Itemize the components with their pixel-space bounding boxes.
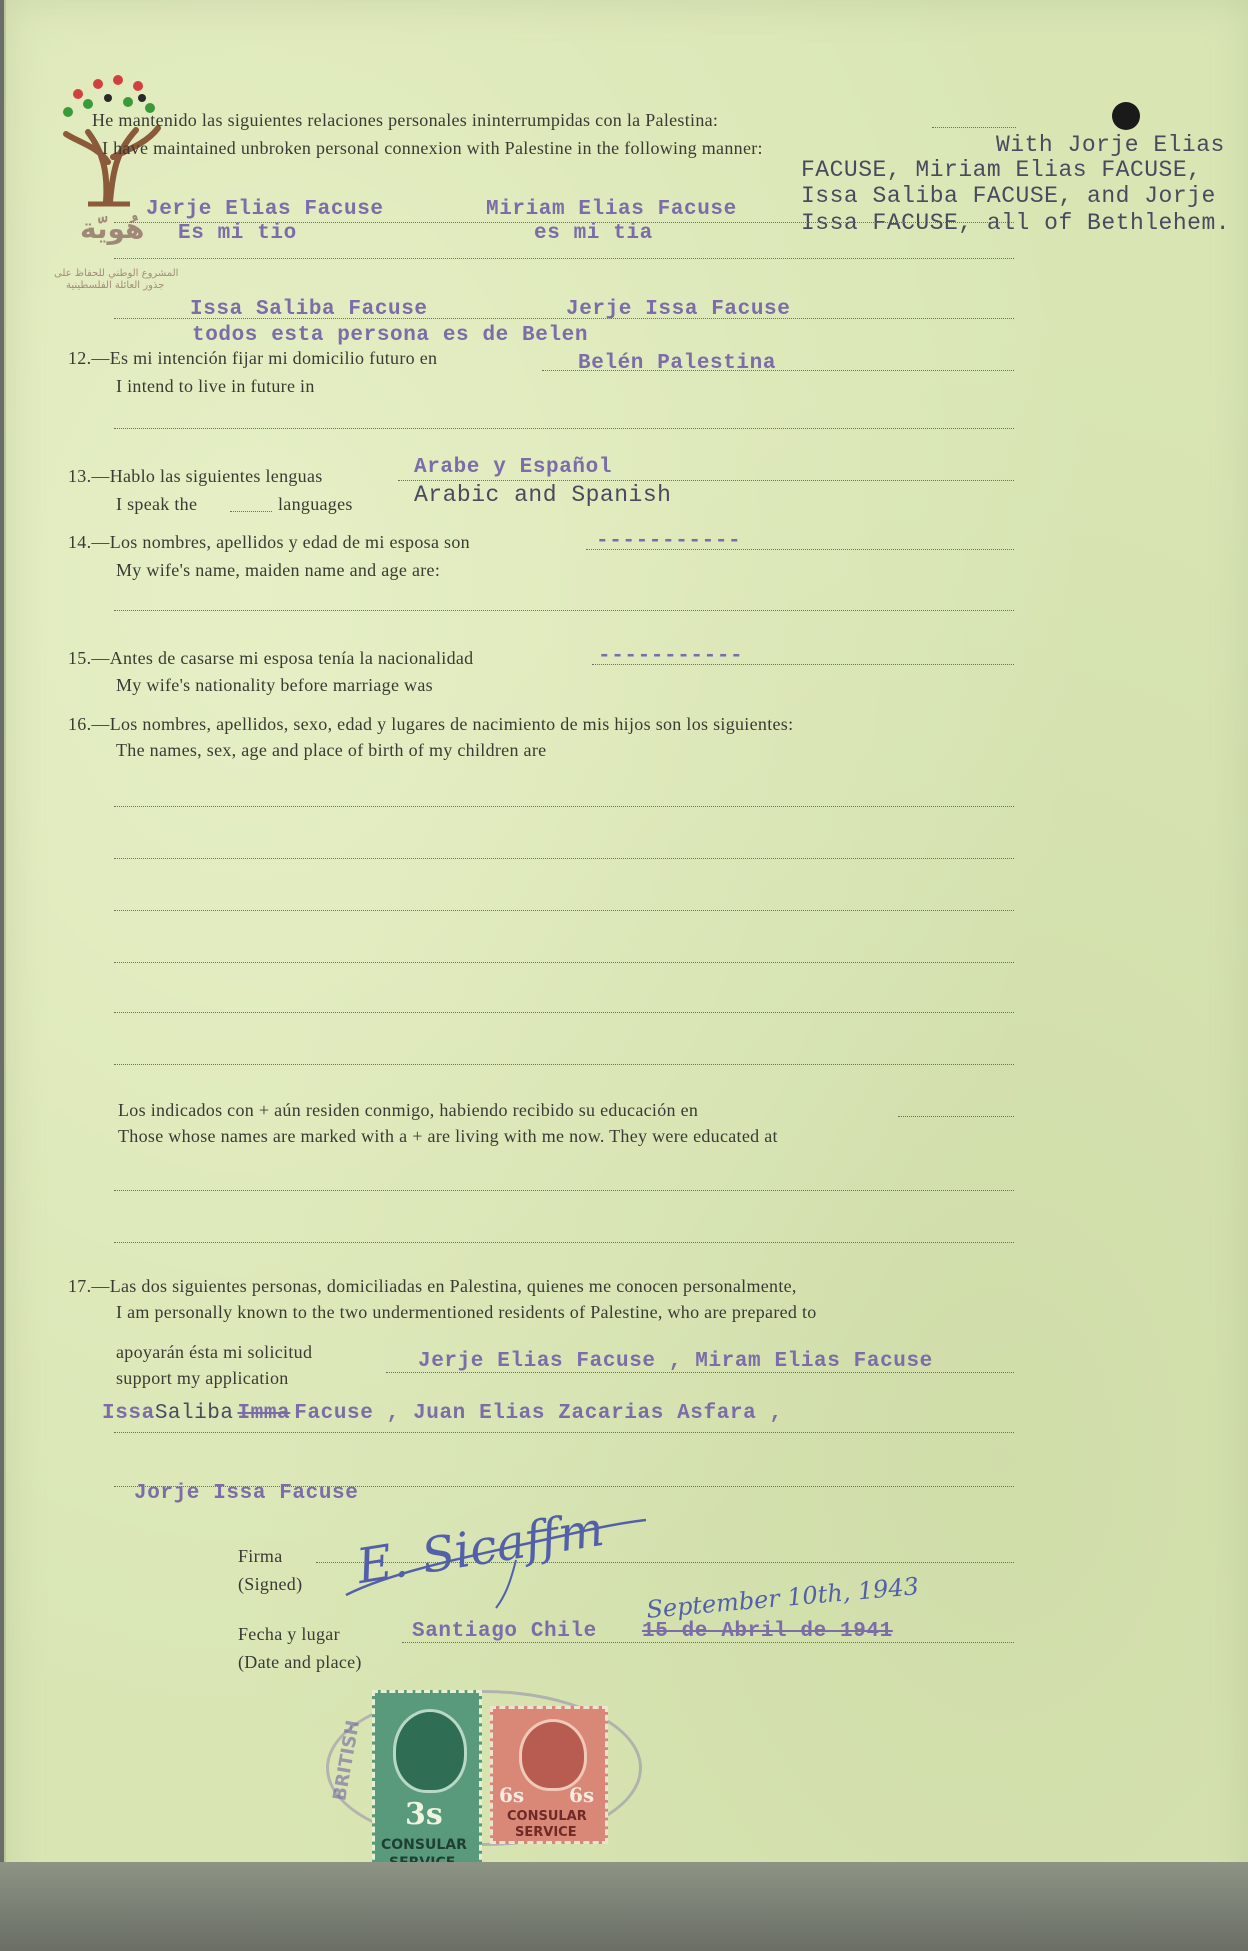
item13-english-b: languages (278, 494, 353, 514)
item11-english-text: I have maintained unbroken personal connexion with Palestine in the following manner: (102, 138, 763, 158)
stamp-label-right-1: CONSULAR (507, 1809, 587, 1824)
consular-stamp-3s (372, 1690, 482, 1878)
logo-caption-line-1: المشروع الوطني للحفاظ على (54, 268, 179, 279)
item13-line (398, 480, 1014, 481)
item12-english-text: I intend to live in future in (116, 376, 315, 396)
item16-line-2 (114, 858, 1014, 859)
item13-typed-spanish: Arabe y Español (414, 456, 613, 479)
item17-typed-line-3: Jorje Issa Facuse (134, 1482, 359, 1505)
logo-caption-line-2: جذور العائلة الفلسطينية (66, 280, 165, 291)
item15-english-text: My wife's nationality before marriage was (116, 675, 433, 695)
item11-typed-english-3: Issa Saliba FACUSE, and Jorje (801, 183, 1216, 209)
item17-english-text-2: support my application (116, 1368, 289, 1388)
date-handwritten: September 10th, 1943 (645, 1572, 920, 1624)
item14-line-2 (114, 610, 1014, 611)
item17-spanish-text: 17.—Las dos siguientes personas, domiciliadas en Palestina, quienes me conocen personalmente, (68, 1276, 797, 1296)
item11-typed-spanish-2a: Es mi tio (178, 222, 297, 245)
item16-marked-spanish: Los indicados con + aún residen conmigo, habiendo recibido su educación en (118, 1100, 699, 1120)
signature: E. Sicaffm (353, 1500, 608, 1596)
item13-typed-english: Arabic and Spanish (414, 482, 672, 508)
item17-line-2 (114, 1432, 1014, 1433)
item17-english-text: I am personally known to the two undermentioned residents of Palestine, who are prepared to (116, 1302, 817, 1322)
stamp-label-left-1: CONSULAR (381, 1837, 467, 1853)
item11-typed-english-1: With Jorje Elias (996, 132, 1225, 158)
scan-background-edge (0, 1862, 1248, 1951)
item16-line-4 (114, 962, 1014, 963)
item17-spanish-text-2: apoyarán ésta mi solicitud (116, 1342, 313, 1362)
item11-typed-spanish-3a: Issa Saliba Facuse (190, 298, 428, 321)
item17-line-3 (114, 1486, 1014, 1487)
item11-typed-english-4: Issa FACUSE, all of Bethlehem. (801, 210, 1231, 236)
item11-typed-spanish-3b: Jerje Issa Facuse (566, 298, 791, 321)
stamp-portrait-right (519, 1719, 587, 1791)
item12-spanish-text: 12.—Es mi intención fijar mi domicilio futuro en (68, 348, 438, 368)
item13-blank-line (230, 511, 272, 512)
item16-english-text: The names, sex, age and place of birth of my children are (116, 740, 547, 760)
item11-typed-english-2: FACUSE, Miriam Elias FACUSE, (801, 157, 1202, 183)
item16-line-6 (114, 1064, 1014, 1065)
item11-spanish-text: He mantenido las siguientes relaciones personales ininterrumpidas con la Palestina: (92, 110, 719, 130)
item14-typed-value: ----------- (596, 530, 742, 553)
date-typed: Santiago Chile (412, 1620, 597, 1643)
item16-line-1 (114, 806, 1014, 807)
stamp-portrait-left (393, 1709, 467, 1793)
item11-typed-spanish-2b: es mi tia (534, 222, 653, 245)
item17-line-1 (386, 1372, 1014, 1373)
item16-marked-english: Those whose names are marked with a + are living with me now. They were educated at (118, 1126, 778, 1146)
date-label-spanish: Fecha y lugar (238, 1624, 340, 1644)
signature-label-spanish: Firma (238, 1546, 283, 1566)
item12-line-2 (114, 428, 1014, 429)
item17-typed-line-2 (102, 1402, 783, 1425)
item16-line-8 (114, 1242, 1014, 1243)
item16-line-3 (114, 910, 1014, 911)
item15-spanish-text: 15.—Antes de casarse mi esposa tenía la nacionalidad (68, 648, 474, 668)
consular-stamp-6s (490, 1706, 608, 1844)
date-typed-struck: 15 de Abril de 1941 (642, 1620, 893, 1643)
stamp-value-right-a: 6s (499, 1783, 525, 1807)
item17-typed-2a: Issa (102, 1402, 155, 1425)
item13-spanish-text: 13.—Hablo las siguientes lenguas (68, 466, 323, 486)
stamp-value-right-b: 6s (569, 1783, 595, 1807)
item16-spanish-text: 16.—Los nombres, apellidos, sexo, edad y lugares de nacimiento de mis hijos son los siguientes: (68, 714, 794, 734)
item14-line-1 (586, 549, 1014, 550)
item14-spanish-text: 14.—Los nombres, apellidos y edad de mi esposa son (68, 532, 470, 552)
date-line (402, 1642, 1014, 1643)
logo-word: هُويّة (80, 212, 145, 245)
document-page (4, 0, 1248, 1946)
signature-label-english: (Signed) (238, 1574, 303, 1594)
item17-typed-2b: Saliba (154, 1402, 234, 1425)
item12-line-1 (542, 370, 1014, 371)
stamp-value-left: 3s (405, 1797, 443, 1832)
item14-english-text: My wife's name, maiden name and age are: (116, 560, 441, 580)
item13-english-a: I speak the (116, 494, 198, 514)
stamp-cancel-text: BRITISH (329, 1718, 365, 1803)
item11-dotted-line (932, 127, 1016, 128)
punch-hole (1112, 102, 1140, 130)
item17-typed-line-1: Jerje Elias Facuse , Miram Elias Facuse (418, 1350, 933, 1373)
item16-marked-line (898, 1116, 1014, 1117)
item16-line-7 (114, 1190, 1014, 1191)
item11-line-4 (114, 318, 1014, 319)
item17-typed-2d: Facuse , Juan Elias Zacarias Asfara , (294, 1402, 783, 1425)
stamp-label-right-2: SERVICE (515, 1825, 577, 1840)
signature-flourish-icon (336, 1500, 656, 1610)
item17-typed-2c: Imma (237, 1402, 291, 1425)
item15-typed-value: ----------- (598, 645, 744, 668)
item11-line-3 (114, 258, 1014, 259)
item11-typed-spanish-4: todos esta persona es de Belen (192, 324, 589, 347)
date-label-english: (Date and place) (238, 1652, 362, 1672)
item16-line-5 (114, 1012, 1014, 1013)
item15-line (592, 664, 1014, 665)
item11-typed-spanish-1b: Miriam Elias Facuse (486, 198, 737, 221)
item11-typed-spanish-1a: Jerje Elias Facuse (146, 198, 384, 221)
item12-typed-value: Belén Palestina (578, 352, 777, 375)
